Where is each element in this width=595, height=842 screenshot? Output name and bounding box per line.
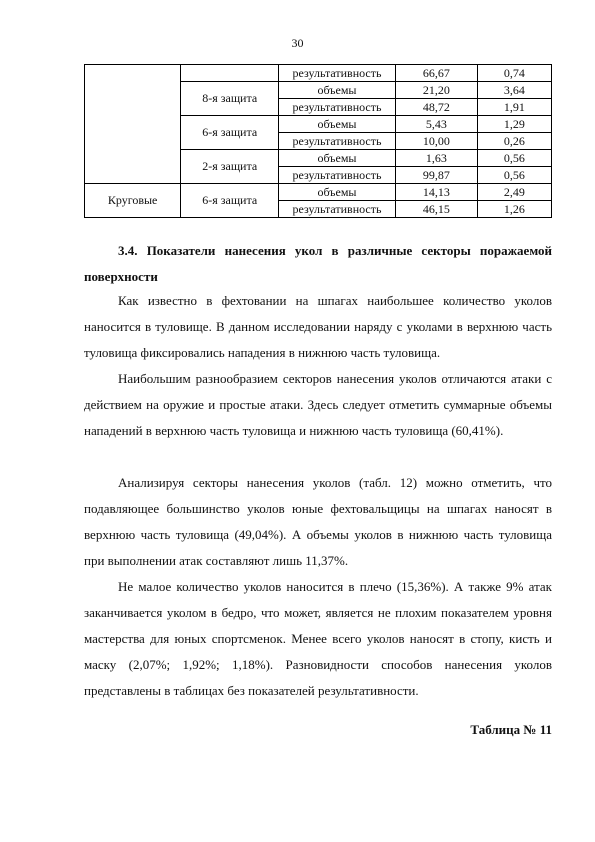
table-cell-value: 0,56	[477, 150, 551, 167]
table-cell-group: 8-я защита	[181, 82, 279, 116]
table-cell-metric: объемы	[279, 116, 396, 133]
table-cell-value: 3,64	[477, 82, 551, 99]
table-cell-group: 6-я защита	[181, 184, 279, 218]
table-caption: Таблица № 11	[470, 722, 552, 737]
table-cell-value: 5,43	[395, 116, 477, 133]
table-cell-group-empty	[181, 65, 279, 82]
table-cell-metric: результативность	[279, 133, 396, 150]
table-cell-metric: результативность	[279, 167, 396, 184]
table-cell-value: 48,72	[395, 99, 477, 116]
table-cell-value: 14,13	[395, 184, 477, 201]
table-cell-value: 0,74	[477, 65, 551, 82]
table-cell-value: 10,00	[395, 133, 477, 150]
section-heading: 3.4. Показатели нанесения укол в различные секторы поражаемой поверхности	[84, 243, 552, 284]
table-cell-metric: результативность	[279, 65, 396, 82]
table-cell-metric: результативность	[279, 201, 396, 218]
page-number: 30	[291, 36, 304, 50]
table-cell-group: 2-я защита	[181, 150, 279, 184]
table-row	[85, 184, 552, 201]
table-cell-value: 99,87	[395, 167, 477, 184]
table-cell-metric: объемы	[279, 82, 396, 99]
table-cell-value: 1,63	[395, 150, 477, 167]
table-cell-value: 21,20	[395, 82, 477, 99]
table-cell-category: Круговые	[85, 184, 181, 218]
data-table	[84, 64, 552, 218]
paragraph: Как известно в фехтовании на шпагах наибольшее количество уколов наносится в туловище. В данном исследовании наряду с уколами в верхнюю часть туловища фиксировались нападения в нижнюю часть туловища.	[84, 293, 552, 360]
table-cell-group: 6-я защита	[181, 116, 279, 150]
table-cell-value: 1,29	[477, 116, 551, 133]
table-cell-metric: результативность	[279, 99, 396, 116]
table-cell-value: 46,15	[395, 201, 477, 218]
table-cell-metric: объемы	[279, 184, 396, 201]
paragraph: Наибольшим разнообразием секторов нанесения уколов отличаются атаки с действием на оружие и простые атаки. Здесь следует отметить суммарные объемы нападений в верхнюю часть туловища и нижнюю часть туловища (60,41%).	[84, 371, 552, 438]
table-cell-value: 66,67	[395, 65, 477, 82]
table-cell-value: 2,49	[477, 184, 551, 201]
table-cell-category-empty	[85, 65, 181, 184]
table-cell-metric: объемы	[279, 150, 396, 167]
table-row	[85, 65, 552, 82]
table-cell-value: 0,26	[477, 133, 551, 150]
table-cell-value: 0,56	[477, 167, 551, 184]
table-cell-value: 1,91	[477, 99, 551, 116]
table-cell-value: 1,26	[477, 201, 551, 218]
paragraph: Не малое количество уколов наносится в плечо (15,36%). А также 9% атак заканчивается уколом в бедро, что может, является не плохим показателем уровня мастерства для юных спортсменок. Менее всего уколов наносят в стопу, кисть и маску (2,07%; 1,92%; 1,18%). Разновидности способов нанесения уколов представлены в таблицах без показателей результативности.	[84, 579, 552, 698]
paragraph: Анализируя секторы нанесения уколов (табл. 12) можно отметить, что подавляющее большинство уколов юные фехтовальщицы на шпагах наносят в верхнюю часть туловища (49,04%). А объемы уколов в нижнюю часть туловища при выполнении атак составляют лишь 11,37%.	[84, 475, 552, 568]
